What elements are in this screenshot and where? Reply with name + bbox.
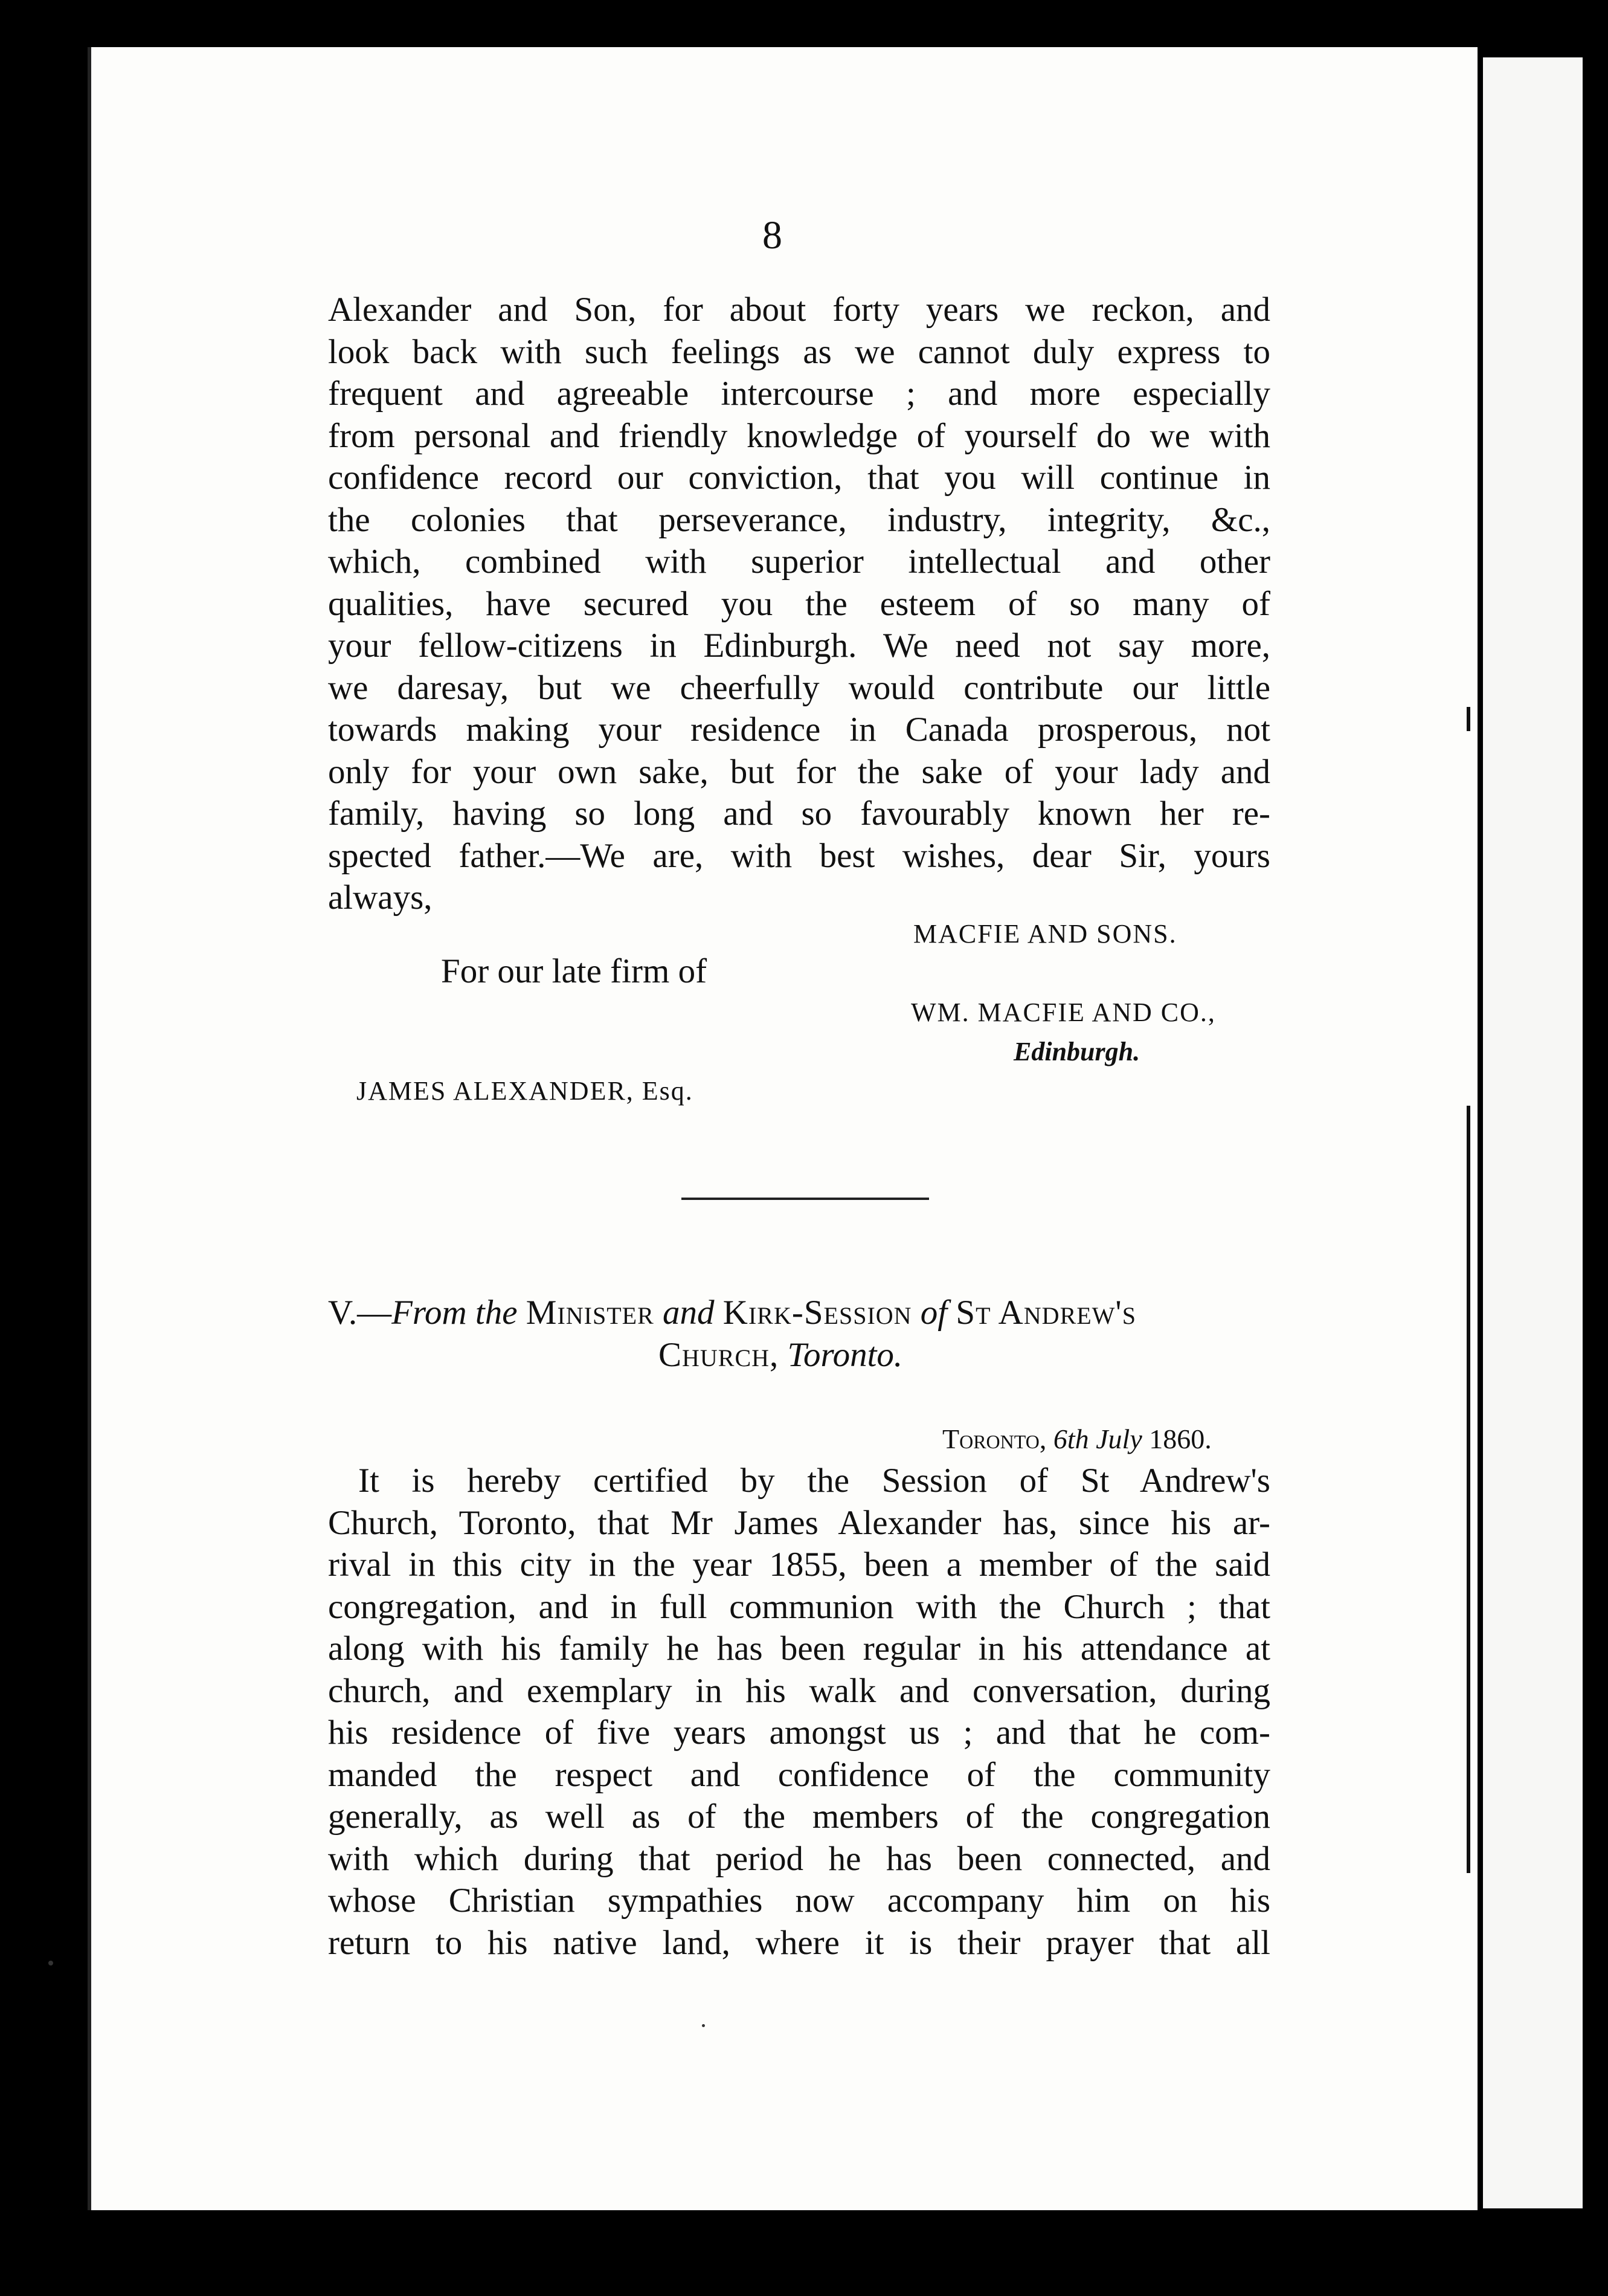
heading-from: From the [391, 1294, 518, 1332]
letter-line: from personal and friendly knowledge of yourself do we with [328, 416, 1270, 455]
certificate-line: church, and exemplary in his walk and conversation, during [328, 1671, 1270, 1710]
addressee: JAMES ALEXANDER, Esq. [356, 1076, 693, 1106]
certificate-line: with which during that period he has been connected, and [328, 1839, 1270, 1878]
letter-line: look back with such feelings as we cannot duly express to [328, 332, 1270, 371]
heading-kirk-session: Kirk-Session [722, 1294, 912, 1332]
section-divider [681, 1198, 929, 1200]
dust-speck [702, 2024, 705, 2027]
letter-line: only for your own sake, but for the sake of your lady and [328, 752, 1270, 791]
heading-numeral: V.— [328, 1294, 392, 1332]
dateline-year: 1860. [1149, 1424, 1212, 1454]
letter-line: which, combined with superior intellectual and other [328, 543, 1270, 581]
letter-line: your fellow-citizens in Edinburgh. We need not say more, [328, 627, 1270, 665]
facing-page-edge [1483, 57, 1583, 2208]
letter-line: towards making your residence in Canada prosperous, not [328, 711, 1270, 749]
certificate-line: along with his family he has been regular in his attendance at [328, 1630, 1270, 1668]
certificate-line: rival in this city in the year 1855, been a member of the said [328, 1546, 1270, 1584]
dust-speck [48, 1961, 53, 1965]
certificate-line: generally, as well as of the members of the congregation [328, 1798, 1270, 1836]
certificate-line: congregation, and in full communion with the Church ; that [328, 1587, 1270, 1626]
certificate-line: Church, Toronto, that Mr James Alexander has, since his ar- [328, 1503, 1270, 1542]
fold-mark [1467, 707, 1470, 731]
heading-and: and [663, 1294, 715, 1332]
fold-mark [1467, 1450, 1470, 1873]
dateline [942, 1423, 1212, 1455]
signature-firm: MACFIE AND SONS. [913, 919, 1177, 949]
signature-for-late-firm: For our late firm of [441, 952, 707, 990]
heading-minister: Minister [526, 1294, 654, 1332]
signature-place: Edinburgh. [1014, 1037, 1140, 1066]
signature-late-firm: WM. MACFIE AND CO., [911, 998, 1216, 1027]
page-number: 8 [762, 213, 782, 257]
letter-line: spected father.—We are, with best wishes, dear Sir, yours [328, 836, 1270, 875]
certificate-line: It is hereby certified by the Session of St Andrew's [358, 1462, 1270, 1500]
dateline-place: Toronto, [942, 1424, 1047, 1454]
certificate-line: his residence of five years amongst us ; and that he com- [328, 1714, 1270, 1752]
certificate-body [328, 1460, 1270, 1964]
heading-church: Church, [658, 1336, 779, 1374]
heading-of: of [920, 1294, 948, 1332]
letter-line: qualities, have secured you the esteem of so many of [328, 584, 1270, 623]
section-heading-line-2 [658, 1335, 902, 1375]
heading-st-andrews: St Andrew's [956, 1294, 1136, 1332]
letter-line: confidence record our conviction, that you will continue in [328, 459, 1270, 497]
dateline-date: 6th July [1053, 1424, 1142, 1454]
letter-body [328, 289, 1270, 919]
letter-line: always, [328, 879, 433, 917]
certificate-line: manded the respect and confidence of the community [328, 1755, 1270, 1794]
letter-line: family, having so long and so favourably known her re- [328, 795, 1270, 833]
letter-line: Alexander and Son, for about forty years we reckon, and [328, 291, 1270, 329]
certificate-line: whose Christian sympathies now accompany him on his [328, 1882, 1270, 1920]
certificate-line: return to his native land, where it is their prayer that all [328, 1923, 1270, 1962]
letter-line: frequent and agreeable intercourse ; and more especially [328, 375, 1270, 413]
heading-toronto: Toronto. [787, 1336, 903, 1374]
section-heading [328, 1293, 1270, 1332]
letter-line: we daresay, but we cheerfully would contribute our little [328, 668, 1270, 707]
letter-line: the colonies that perseverance, industry, integrity, &c., [328, 500, 1270, 539]
fold-mark [1467, 1106, 1470, 1450]
